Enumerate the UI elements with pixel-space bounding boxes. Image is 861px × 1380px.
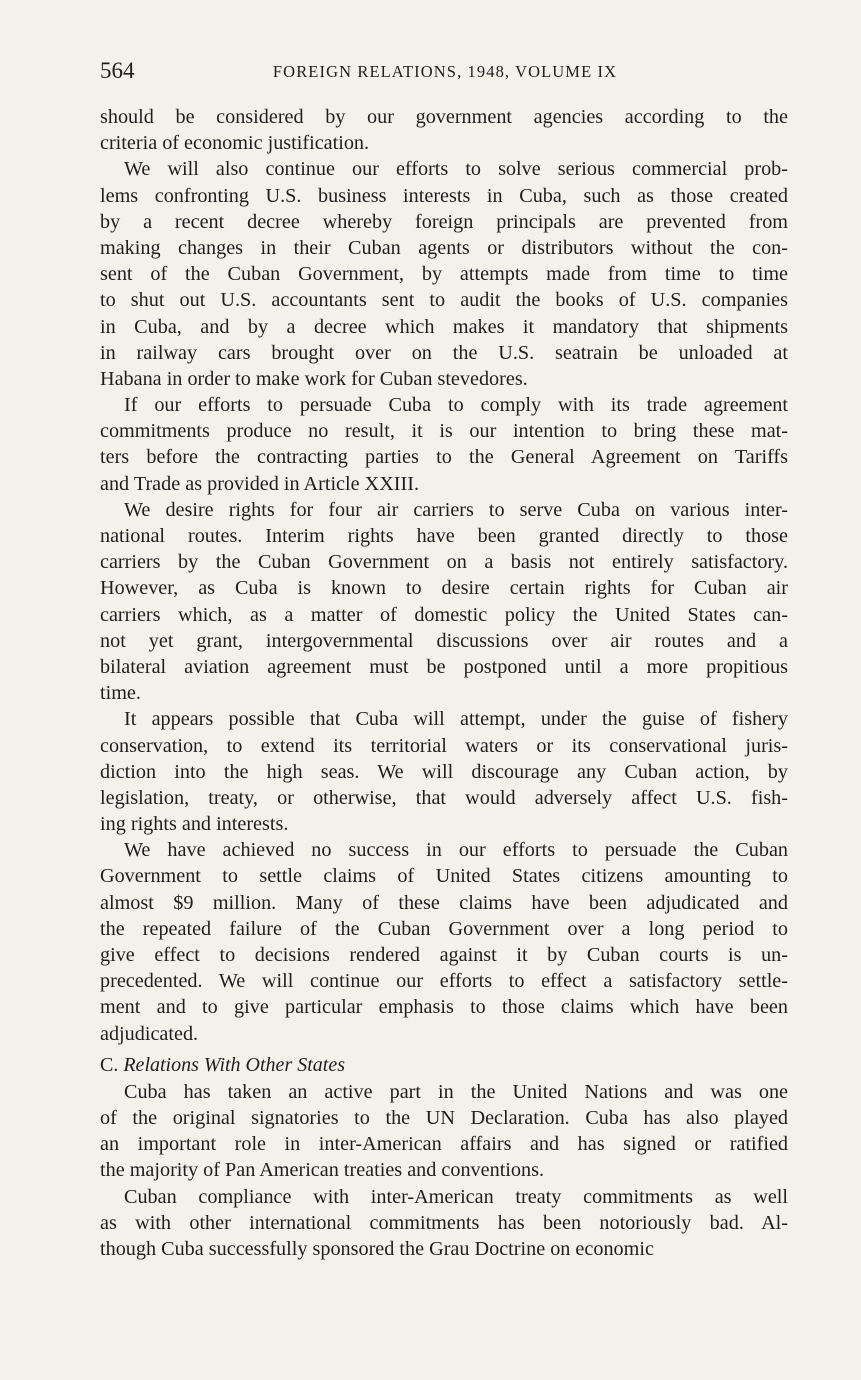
text-line: ing rights and interests. [100,813,289,836]
text-line: Cuba has taken an active part in the United Nations and was one [124,1080,788,1103]
text-line: give effect to decisions rendered against it by Cuban courts is un- [100,944,788,966]
text-line: If our efforts to persuade Cuba to comply with its trade agreement [124,394,788,417]
text-line: precedented. We will continue our efforts to effect a satisfactory settle- [100,970,788,993]
text-line: It appears possible that Cuba will attempt, under the guise of fishery [124,708,788,731]
text-line: and Trade as provided in Article XXIII. [100,472,420,495]
text-line: carriers which, as a matter of domestic policy the United States can- [100,603,788,626]
text-line: carriers by the Cuban Government on a basis not entirely satisfactory. [100,551,788,574]
text-line: though Cuba successfully sponsored the Grau Doctrine on economic [100,1237,654,1260]
paragraph [100,1079,788,1184]
text-line: to shut out U.S. accountants sent to audit the books of U.S. companies [100,289,788,312]
text-line: almost $9 million. Many of these claims have been adjudicated and [100,891,788,914]
paragraph [100,392,788,497]
running-head: FOREIGN RELATIONS, 1948, VOLUME IX [272,62,618,81]
text-line: lems confronting U.S. business interests in Cuba, such as those created [100,184,788,207]
text-line: making changes in their Cuban agents or distributors without the con- [100,236,788,259]
paragraph [100,497,788,707]
text-line: ment and to give particular emphasis to those claims which have been [100,996,788,1019]
text-line: conservation, to extend its territorial waters or its conservational juris- [100,734,788,757]
section-letter: C. [100,1053,119,1076]
text-line: national routes. Interim rights have been granted directly to those [100,525,788,547]
section-heading [100,1051,788,1079]
text-line: an important role in inter-American affairs and has signed or ratified [100,1133,788,1156]
paragraph [100,104,788,156]
paragraph [100,837,788,1047]
text-line: Habana in order to make work for Cuban stevedores. [100,367,528,390]
text-line: by a recent decree whereby foreign principals are prevented from [100,210,788,233]
text-line: Cuban compliance with inter-American treaty commitments as well [124,1185,788,1208]
text-line: as with other international commitments has been notoriously bad. Al- [100,1211,788,1234]
page-number: 564 [100,58,135,83]
section-title: Relations With Other States [123,1053,345,1076]
text-line: in Cuba, and by a decree which makes it mandatory that shipments [100,315,788,338]
paragraph [100,156,788,392]
text-line: in railway cars brought over on the U.S. seatrain be unloaded at [100,341,788,364]
text-line: However, as Cuba is known to desire certain rights for Cuban air [100,577,788,600]
text-line: adjudicated. [100,1022,199,1045]
text-line: of the original signatories to the UN Declaration. Cuba has also played [100,1106,788,1129]
text-line: not yet grant, intergovernmental discussions over air routes and a [100,629,788,652]
text-line: Government to settle claims of United States citizens amounting to [100,865,788,888]
text-line: the majority of Pan American treaties and conventions. [100,1159,544,1182]
text-line: should be considered by our government agencies according to the [100,106,788,128]
paragraph [100,1184,788,1263]
text-line: We have achieved no success in our efforts to persuade the Cuban [124,839,788,862]
text-line: criteria of economic justification. [100,132,370,155]
text-line: We desire rights for four air carriers to serve Cuba on various inter- [124,498,788,521]
text-line: commitments produce no result, it is our intention to bring these mat- [100,420,788,443]
page-header [100,58,790,88]
text-line: time. [100,682,141,705]
text-line: diction into the high seas. We will discourage any Cuban action, by [100,760,788,783]
paragraph [100,706,788,837]
text-line: sent of the Cuban Government, by attempts made from time to time [100,263,788,286]
text-line: bilateral aviation agreement must be postponed until a more propitious [100,655,788,678]
text-line: ters before the contracting parties to the General Agreement on Tariffs [100,446,788,469]
text-line: We will also continue our efforts to solve serious commercial prob- [124,158,788,181]
text-line: legislation, treaty, or otherwise, that would adversely affect U.S. fish- [100,786,788,809]
page-body [100,104,788,1262]
text-line: the repeated failure of the Cuban Government over a long period to [100,917,788,940]
